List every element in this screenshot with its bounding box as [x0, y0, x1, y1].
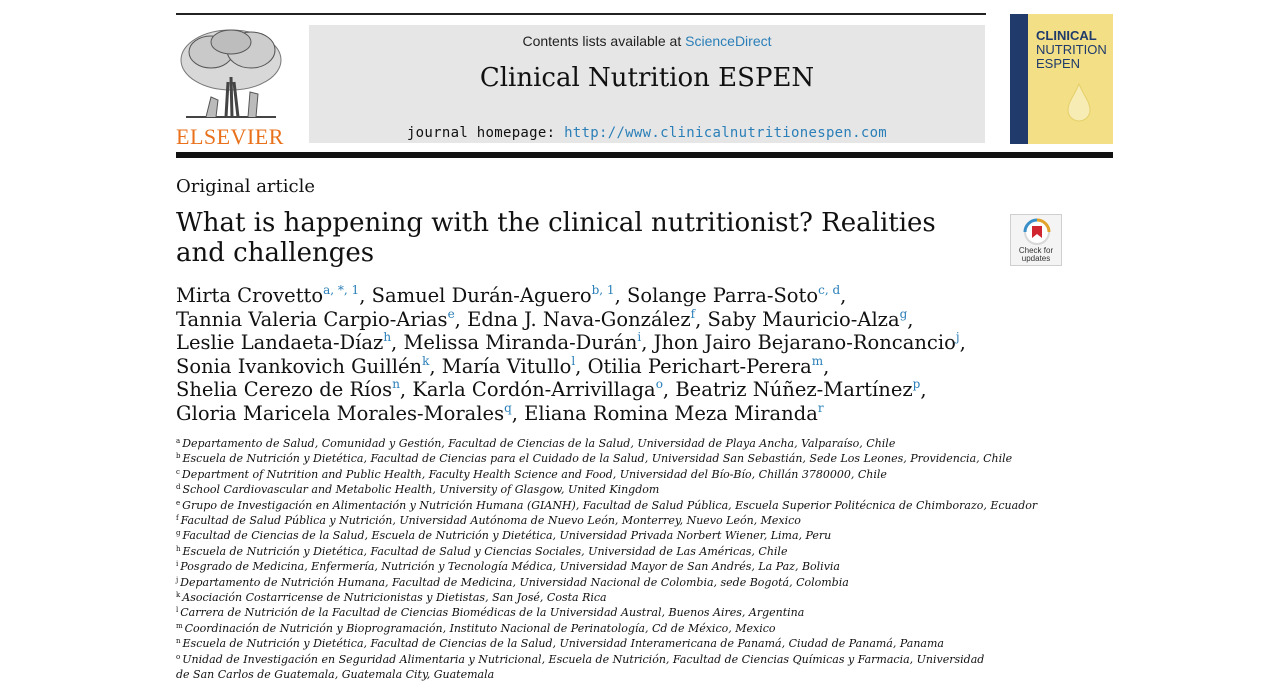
affiliation-key: l [176, 606, 179, 615]
journal-cover[interactable] [1010, 14, 1113, 144]
affiliation-text: Escuela de Nutrición y Dietética, Facultad de Salud y Ciencias Sociales, Universidad de Las Américas, Chile [182, 544, 788, 558]
affiliation-key: n [176, 637, 181, 646]
affiliation-text: Asociación Costarricense de Nutricionistas y Dietistas, San José, Costa Rica [182, 591, 607, 605]
author-sep: , [959, 331, 966, 354]
author-sep: , [614, 284, 627, 307]
affiliation-row [176, 652, 996, 683]
author[interactable]: Mirta Crovetto [176, 284, 324, 307]
check-updates-icon [1023, 218, 1051, 246]
author-sup[interactable]: g [899, 306, 908, 321]
author-sep: , [907, 307, 914, 331]
check-for-updates-button[interactable] [1010, 214, 1062, 266]
author-sep: , [454, 307, 468, 331]
affiliation-text: Departamento de Nutrición Humana, Facultad de Medicina, Universidad Nacional de Colombia, sede Bogotá, Colombia [180, 575, 849, 589]
author[interactable]: Saby Mauricio-Alza [707, 307, 900, 331]
affiliation-row [176, 436, 996, 451]
author-sup[interactable]: i [637, 330, 642, 344]
author[interactable]: Samuel Durán-Aguero [371, 284, 592, 307]
author-sep: , [575, 354, 588, 378]
author[interactable]: María Vitullo [441, 354, 572, 378]
affiliation-text: Carrera de Nutrición de la Facultad de Ciencias Biomédicas de la Universidad Austral, Buenos Aires, Argentina [180, 606, 805, 620]
journal-masthead [309, 25, 985, 143]
affiliation-row [176, 605, 996, 620]
affiliation-key: f [176, 514, 179, 523]
author-sup[interactable]: j [955, 330, 960, 344]
author-sep: , [359, 284, 372, 307]
author-sup[interactable]: o [655, 377, 663, 391]
affiliation-key: i [176, 560, 179, 569]
affiliation-row [176, 575, 996, 590]
author[interactable]: Beatriz Núñez-Martínez [675, 378, 913, 401]
author[interactable]: Otilia Perichart-Perera [587, 354, 812, 378]
contents-prefix: Contents lists available at [522, 33, 682, 49]
affiliation-text: School Cardiovascular and Metabolic Health, University of Glasgow, United Kingdom [182, 483, 660, 497]
author-sup[interactable]: b, 1 [591, 283, 615, 297]
author-sup[interactable]: m [811, 353, 824, 368]
elsevier-wordmark: ELSEVIER [176, 124, 284, 149]
affiliation-text: Facultad de Salud Pública y Nutrición, Universidad Autónoma de Nuevo León, Monterrey, Nuevo León, Mexico [180, 514, 801, 528]
author[interactable]: Edna J. Nava-González [467, 307, 691, 331]
author[interactable]: Karla Cordón-Arrivillaga [412, 378, 656, 401]
author-sep: , [840, 284, 847, 307]
affiliation-list [176, 436, 1038, 683]
affiliation-text: Grupo de Investigación en Alimentación y Nutrición Humana (GIANH), Facultad de Salud Pública, Escuela Superior Politécnica de Chimborazo, Ecuador [182, 498, 1038, 512]
author-sep: , [662, 378, 676, 401]
author-sep: , [695, 307, 708, 331]
affiliation-row [176, 636, 996, 651]
article-title: What is happening with the clinical nutritionist? Realities and challenges [176, 208, 936, 268]
affiliation-row [176, 467, 996, 482]
affiliation-row [176, 621, 996, 636]
elsevier-tree-icon [176, 22, 286, 122]
affiliation-text: Unidad de Investigación en Seguridad Alimentaria y Nutricional, Escuela de Nutrición, Facultad de Ciencias Químicas y Farmacia, Universidad de San Carlos de Guatemala, Guatemala City, Guatemala [176, 652, 985, 682]
top-rule [176, 13, 986, 15]
affiliation-text: Escuela de Nutrición y Dietética, Facultad de Ciencias para el Cuidado de la Salud, Universidad San Sebastián, Sede Los Leones, Providencia, Chile [182, 452, 1013, 466]
affiliation-key: c [176, 467, 180, 476]
author-sup[interactable]: r [817, 400, 824, 415]
elsevier-logo[interactable] [176, 22, 286, 149]
author-sup[interactable]: l [571, 353, 576, 368]
author-sep: , [641, 331, 654, 354]
cover-title-line1: CLINICAL [1036, 28, 1097, 43]
author[interactable]: Solange Parra-Soto [626, 284, 819, 307]
cover-title-line3: ESPEN [1036, 56, 1081, 71]
affiliation-key: a [176, 437, 181, 445]
author-sup[interactable]: h [383, 330, 392, 344]
affiliation-text: Coordinación de Nutrición y Bioprogramación, Instituto Nacional de Perinatología, Cd de México, Mexico [184, 621, 776, 635]
affiliation-key: b [176, 452, 181, 461]
check-updates-line2: updates [1021, 254, 1051, 263]
author-sup[interactable]: a, *, 1 [323, 283, 360, 297]
affiliation-row [176, 451, 1013, 466]
author[interactable]: Eliana Romina Meza Miranda [524, 401, 818, 425]
affiliation-key: d [176, 483, 181, 492]
drop-icon [1064, 82, 1094, 122]
author[interactable]: Jhon Jairo Bejarano-Roncancio [653, 331, 956, 354]
author[interactable]: Melissa Miranda-Durán [403, 331, 638, 354]
author-sup[interactable]: k [422, 353, 430, 368]
sciencedirect-link[interactable]: ScienceDirect [685, 33, 772, 49]
affiliation-row [176, 498, 1038, 513]
affiliation-text: Departamento de Salud, Comunidad y Gestión, Facultad de Ciencias de la Salud, Universidad de Playa Ancha, Valparaíso, Chile [182, 437, 896, 450]
author[interactable]: Gloria Maricela Morales-Morales [176, 401, 505, 425]
affiliation-text: Posgrado de Medicina, Enfermería, Nutrición y Tecnología Médica, Universidad Mayor de San Andrés, La Paz, Bolivia [180, 560, 840, 574]
cover-title-line2: NUTRITION [1036, 42, 1107, 57]
author-list [176, 284, 1006, 425]
author-sep: , [391, 331, 404, 354]
author-sep: , [399, 378, 413, 401]
article-type: Original article [176, 176, 316, 197]
affiliation-row [176, 482, 996, 497]
homepage-line [309, 125, 985, 141]
header-thick-rule [176, 152, 1113, 158]
check-updates-line1: Check for [1018, 246, 1054, 255]
affiliation-text: Department of Nutrition and Public Health, Faculty Health Science and Food, Universidad del Bío-Bío, Chillán 3780000, Chile [181, 467, 887, 481]
affiliation-key: j [176, 575, 179, 584]
author-sup[interactable]: n [392, 377, 400, 391]
affiliation-row [176, 590, 996, 605]
homepage-link[interactable]: http://www.clinicalnutritionespen.com [564, 125, 888, 141]
affiliation-key: g [176, 529, 181, 538]
author-sep: , [920, 378, 927, 401]
author[interactable]: Shelia Cerezo de Ríos [176, 378, 393, 401]
affiliation-row [176, 544, 996, 559]
affiliation-key: h [176, 544, 181, 553]
affiliation-row [176, 513, 996, 528]
homepage-prefix: journal homepage: [406, 125, 556, 141]
contents-line [309, 33, 985, 49]
journal-name[interactable]: Clinical Nutrition ESPEN [479, 63, 815, 93]
affiliation-row [176, 559, 996, 574]
affiliation-key: e [176, 498, 181, 507]
affiliation-row [176, 528, 996, 543]
author-sep: , [511, 401, 525, 425]
author-sep: , [429, 354, 442, 378]
author-sup[interactable]: p [912, 377, 921, 391]
author[interactable]: Leslie Landaeta-Díaz [176, 331, 384, 354]
cover-band [1010, 14, 1028, 144]
affiliation-key: o [176, 652, 181, 661]
affiliation-key: m [176, 621, 183, 630]
author[interactable]: Tannia Valeria Carpio-Arias [176, 307, 448, 331]
author-sep: , [823, 354, 830, 378]
affiliation-text: Escuela de Nutrición y Dietética, Facultad de Ciencias de la Salud, Universidad Interamericana de Panamá, Ciudad de Panamá, Panama [182, 637, 944, 651]
author-sup[interactable]: q [504, 400, 512, 415]
author-sup[interactable]: e [447, 306, 455, 321]
author-sup[interactable]: f [690, 306, 696, 321]
author[interactable]: Sonia Ivankovich Guillén [176, 354, 423, 378]
cover-title [1036, 29, 1107, 71]
affiliation-key: k [176, 591, 181, 600]
check-updates-label [1011, 247, 1061, 263]
author-sup[interactable]: c, d [818, 283, 841, 297]
affiliation-text: Facultad de Ciencias de la Salud, Escuela de Nutrición y Dietética, Universidad Privada Norbert Wiener, Lima, Peru [182, 529, 832, 543]
